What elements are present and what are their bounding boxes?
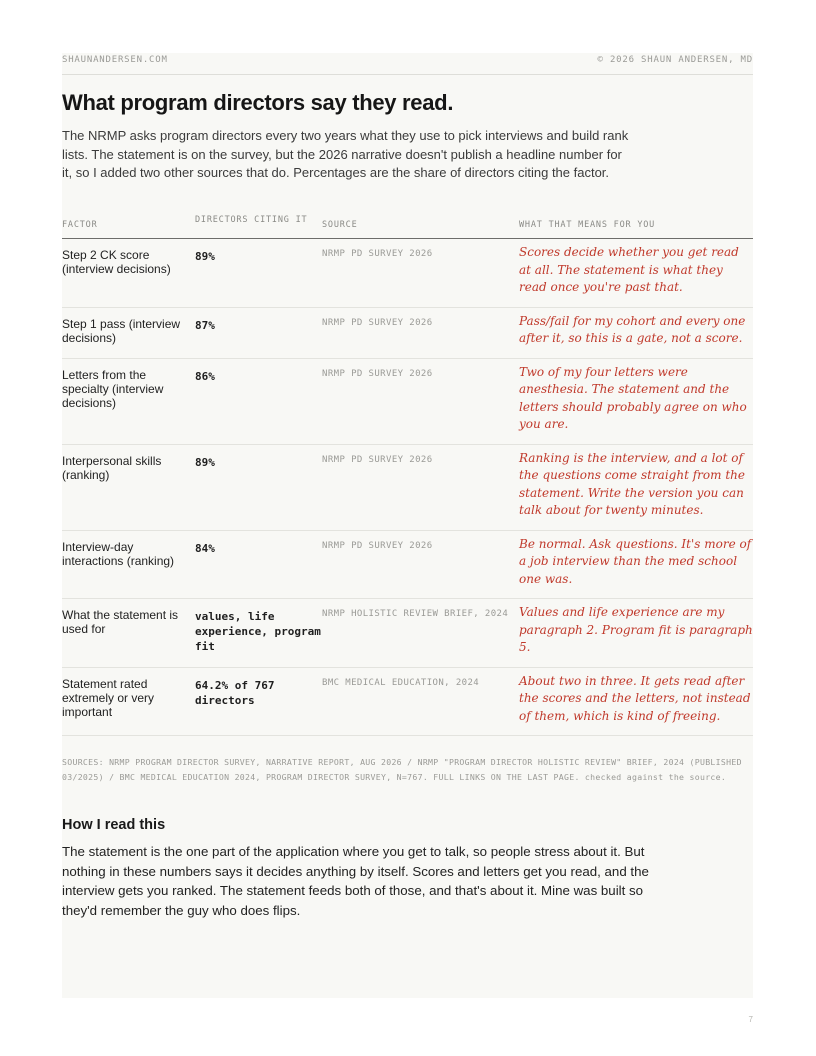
factors-table	[62, 210, 753, 736]
header-citing: DIRECTORS CITING IT	[195, 215, 308, 225]
means-cell: About two in three. It gets read after the scores and the letters, not instead of them, which is kind of freeing.	[519, 673, 751, 723]
means-cell: Pass/fail for my cohort and every one after it, so this is a gate, not a score.	[519, 313, 746, 345]
factor-cell: Letters from the specialty (interview decisions)	[62, 367, 164, 410]
table-row	[62, 307, 753, 358]
running-header	[62, 55, 753, 65]
factor-cell: What the statement is used for	[62, 608, 179, 636]
citing-cell: values, life experience, program fit	[195, 610, 321, 653]
source-cell: NRMP HOLISTIC REVIEW BRIEF, 2024	[322, 609, 509, 619]
factor-cell: Step 2 CK score (interview decisions)	[62, 248, 171, 276]
source-cell: BMC MEDICAL EDUCATION, 2024	[322, 677, 480, 688]
sources-note: SOURCES: NRMP PROGRAM DIRECTOR SURVEY, NARRATIVE REPORT, AUG 2026 / NRMP "PROGRAM DIRECTOR HOLISTIC REVIEW" BRIEF, 2024 (PUBLISHED 03/2025) / BMC MEDICAL EDUCATION 2024, PROGRAM DIRECTOR SURVEY, N=767. FULL LINKS ON THE LAST PAGE. checked against the source.	[62, 757, 742, 782]
citing-cell: 84%	[195, 541, 215, 555]
table-row	[62, 239, 753, 308]
citing-cell: 87%	[195, 318, 215, 332]
citing-cell: 89%	[195, 250, 215, 263]
source-cell: NRMP PD SURVEY 2026	[322, 249, 433, 259]
citing-cell: 64.2% of 767 directors	[195, 678, 275, 707]
site-name: SHAUNANDERSEN.COM	[62, 55, 168, 65]
citing-cell: 86%	[195, 369, 215, 383]
means-cell: Two of my four letters were anesthesia. The statement and the letters should probably agree on who you are.	[519, 364, 747, 431]
table-row	[62, 444, 753, 530]
citing-cell: 89%	[195, 455, 215, 469]
page-title: What program directors say they read.	[62, 90, 454, 115]
factor-cell: Interview-day interactions (ranking)	[62, 539, 175, 568]
means-cell: Scores decide whether you get read at all. The statement is what they read once you're past that.	[519, 245, 739, 294]
factor-cell: Interpersonal skills (ranking)	[62, 453, 162, 482]
copyright: © 2026 SHAUN ANDERSEN, MD	[597, 55, 753, 65]
header-source: SOURCE	[322, 220, 358, 230]
table-row	[62, 599, 753, 668]
means-cell: Be normal. Ask questions. It's more of a job interview than the med school one was.	[519, 536, 752, 586]
means-cell: Values and life experience are my paragraph 2. Program fit is paragraph 5.	[519, 605, 753, 654]
header-divider	[62, 74, 753, 75]
source-cell: NRMP PD SURVEY 2026	[322, 317, 433, 328]
intro-paragraph: The NRMP asks program directors every two years what they use to pick interviews and build rank lists. The statement is on the survey, but the 2026 narrative doesn't publish a headline number for it, so I added two other sources that do. Percentages are the share of directors citing the factor.	[62, 128, 629, 180]
header-means: WHAT THAT MEANS FOR YOU	[519, 220, 656, 230]
table-row	[62, 358, 753, 444]
table-row	[62, 667, 753, 736]
source-cell: NRMP PD SURVEY 2026	[322, 454, 433, 465]
means-cell: Ranking is the interview, and a lot of the questions come straight from the statement. Write the version you can talk about for twenty minutes.	[519, 450, 745, 517]
source-cell: NRMP PD SURVEY 2026	[322, 368, 433, 379]
factor-cell: Statement rated extremely or very important	[62, 676, 155, 719]
source-cell: NRMP PD SURVEY 2026	[322, 540, 433, 551]
table-row	[62, 530, 753, 599]
header-factor: FACTOR	[62, 220, 98, 230]
section-heading: How I read this	[62, 817, 166, 833]
table-header-row	[62, 210, 753, 239]
page-number: 7	[748, 1015, 753, 1024]
section-body: The statement is the one part of the application where you get to talk, so people stress about it. But nothing in these numbers says it decides anything by itself. Scores and letters get you read, and the interview gets you ranked. The statement feeds both of those, and that's about it. Mine was built so they'd remember the guy who does flips.	[62, 844, 649, 918]
factor-cell: Step 1 pass (interview decisions)	[62, 316, 181, 345]
